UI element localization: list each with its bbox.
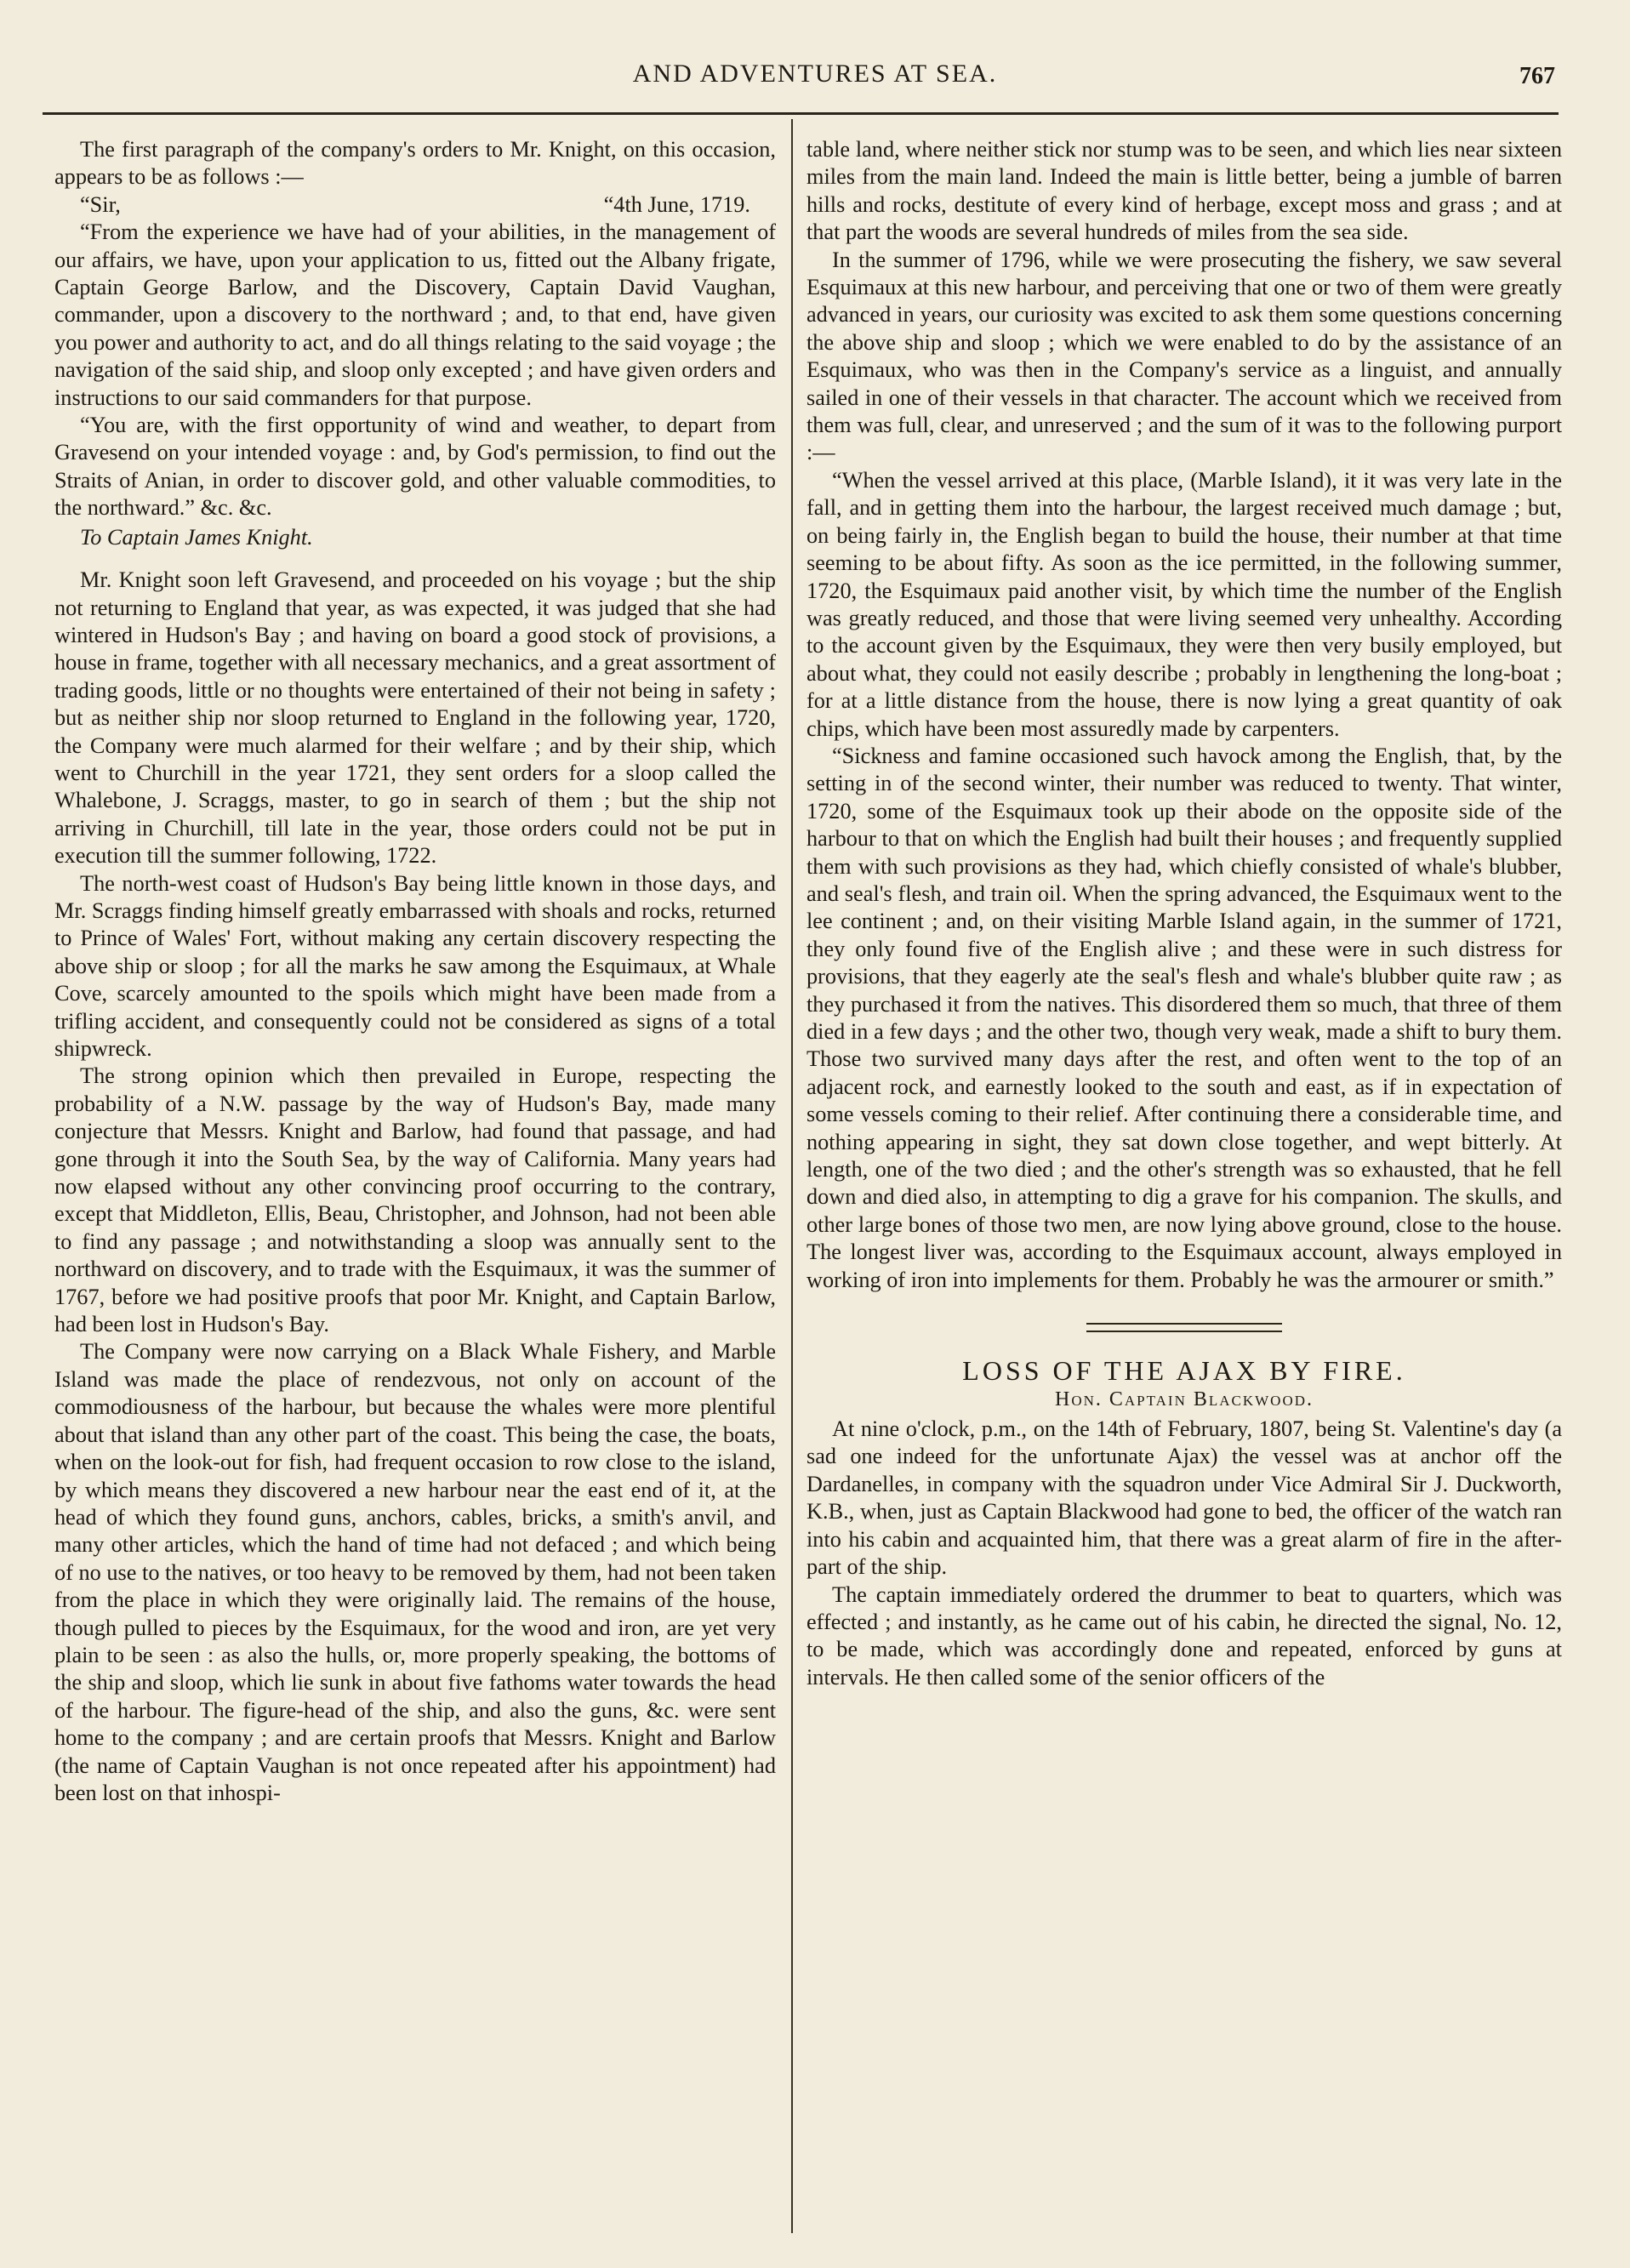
paragraph: In the summer of 1796, while we were prosecuting the fishery, we saw several Esquimaux at this new harbour, and perceiving that one or two of them were greatly advanced in years, our curiosity was excited to ask them some questions concerning the above ship and sloop ; which we were enabled to do by the assistance of an Esquimaux, who was then in the Company's service as a linguist, and annually sailed in one of their vessels in that character. The account which we received from them was full, clear, and unreserved ; and the sum of it was to the following purport :— (806, 247, 1562, 465)
section-subtitle: Hon. Captain Blackwood. (1054, 1388, 1314, 1411)
paragraph: The first paragraph of the company's orders to Mr. Knight, on this occasion, appears to be as follows :— (54, 137, 776, 190)
running-title: AND ADVENTURES AT SEA. (632, 60, 998, 88)
letter-salutation: “Sir, (80, 191, 121, 217)
letter-date: “4th June, 1719. (603, 191, 750, 217)
paragraph: The strong opinion which then prevailed in Europe, respecting the probability of a N.W. passage by the way of Hudson's Bay, made many conjecture that Messrs. Knight and Barlow, had found that passage, and had gone through it into the South Sea, by the way of California. Many years had now elapsed without any other convincing proof occurring to the contrary, except that Middleton, Ellis, Beau, Christopher, and Johnson, had not been able to find any passage ; and notwithstanding a sloop was annually sent to the northward on discovery, and to trade with the Esquimaux, it was the summer of 1767, before we had positive proofs that poor Mr. Knight, and Captain Barlow, had been lost in Hudson's Bay. (54, 1063, 776, 1337)
letter-signature: To Captain James Knight. (80, 524, 313, 550)
column-divider (791, 119, 793, 2233)
section-title: LOSS OF THE AJAX BY FIRE. (962, 1355, 1406, 1387)
paragraph: Mr. Knight soon left Gravesend, and proceeded on his voyage ; but the ship not returning to England that year, as was expected, it was judged that she had wintered in Hudson's Bay ; and having on board a good stock of provisions, a house in frame, together with all necessary mechanics, and a great assortment of trading goods, little or no thoughts were entertained of their not being in safety ; but as neither ship nor sloop returned to England in the following year, 1720, the Company were much alarmed for their welfare ; and by their ship, which went to Churchill in the year 1721, they sent orders for a sloop called the Whalebone, J. Scraggs, master, to go in search of them ; but the ship not arriving in Churchill, till late in the year, those orders could not be put in execution till the summer following, 1722. (54, 567, 776, 869)
letter-paragraph: “You are, with the first opportunity of wind and weather, to depart from Gravesend on your intended voyage : and, by God's permission, to find out the Straits of Anian, in order to discover gold, and other valuable commodities, to the northward.” &c. &c. (54, 413, 776, 521)
letter-heading (54, 191, 776, 219)
left-column (54, 136, 776, 1807)
spacer (54, 551, 776, 567)
section-divider (1086, 1323, 1282, 1332)
paragraph: The captain immediately ordered the drummer to beat to quarters, which was effected ; and instantly, as he came out of his cabin, he directed the signal, No. 12, to be made, which was accordingly done and repeated, enforced by guns at intervals. He then called some of the senior officers of the (806, 1581, 1562, 1690)
paragraph: At nine o'clock, p.m., on the 14th of February, 1807, being St. Valentine's day (a sad one indeed for the unfortunate Ajax) the vessel was at anchor off the Dardanelles, in company with the squadron under Vice Admiral Sir J. Duckworth, K.B., when, just as Captain Blackwood had gone to bed, the officer of the watch ran into his cabin and acquainted him, that there was a great alarm of fire in the after-part of the ship. (806, 1416, 1562, 1580)
paragraph: “When the vessel arrived at this place, (Marble Island), it it was very late in the fall, and in getting them into the harbour, the largest received much damage ; but, on being fairly in, the English began to build the house, their number at that time seeming to be about fifty. As soon as the ice permitted, in the following summer, 1720, the Esquimaux paid another visit, by which time the number of the English was greatly reduced, and those that were living seemed very unhealthy. According to the account given by the Esquimaux, they were then very busily employed, but about what, they could not easily describe ; probably in lengthening the long-boat ; for at a little distance from the house, there is now lying a great quantity of oak chips, which have been most assuredly made by carpenters. (806, 467, 1562, 741)
header-rule (43, 112, 1559, 115)
paragraph: The Company were now carrying on a Black Whale Fishery, and Marble Island was made the place of rendezvous, not only on account of the commodiousness of the harbour, but because the whales were more plentiful about that island than any other part of the coast. This being the case, the boats, when on the look-out for fish, had frequent occasion to row close to the island, by which means they discovered a new harbour near the east end of it, at the head of which they found guns, anchors, cables, bricks, a smith's anvil, and many other articles, which the hand of time had not defaced ; and which being of no use to the natives, or too heavy to be removed by them, had not been taken from the place in which they were originally laid. The remains of the house, though pulled to pieces by the Esquimaux, for the wood and iron, are yet very plain to be seen : as also the hulls, or, more properly speaking, the bottoms of the ship and sloop, which lie sunk in about five fathoms water towards the head of the harbour. The figure-head of the ship, and also the guns, &c. were sent home to the company ; and are certain proofs that Messrs. Knight and Barlow (the name of Captain Vaughan is not once repeated after his appointment) had been lost on that inhospi- (54, 1339, 776, 1805)
page-number: 767 (1519, 63, 1555, 89)
letter-paragraph: “From the experience we have had of your abilities, in the management of our affairs, we have, upon your application to us, fitted out the Albany frigate, Captain George Barlow, and the Discovery, Captain David Vaughan, commander, upon a discovery to the northward ; and, to that end, have given you power and authority to act, and do all things relating to the said voyage ; the navigation of the said ship, and sloop only excepted ; and have given orders and instructions to our said commanders for that purpose. (54, 219, 776, 410)
paragraph: “Sickness and famine occasioned such havock among the English, that, by the setting in of the second winter, their number was reduced to twenty. That winter, 1720, some of the Esquimaux took up their abode on the opposite side of the harbour to that on which the English had built their houses ; and frequently supplied them with such provisions as they had, which chiefly consisted of whale's blubber, and seal's flesh, and train oil. When the spring advanced, the Esquimaux went to the lee continent ; and, on their visiting Marble Island again, in the summer of 1721, they only found five of the English alive ; and these were in such distress for provisions, that they eagerly ate the seal's flesh and whale's blubber quite raw ; as they purchased it from the natives. This disordered them so much, that three of them died in a few days ; and the other two, though very weak, made a shift to bury them. Those two survived many days after the rest, and often went to the top of an adjacent rock, and earnestly looked to the south and east, as if in expectation of some vessels coming to their relief. After continuing there a considerable time, and nothing appearing in sight, they sat down close together, and wept bitterly. At length, one of the two died ; and the other's strength was so exhausted, that he fell down and died also, in attempting to dig a grave for his companion. The skulls, and other large bones of those two men, are now lying above ground, close to the house. The longest liver was, according to the Esquimaux account, always employed in working of iron into implements for them. Probably he was the armourer or smith.” (806, 743, 1562, 1292)
right-column (806, 136, 1562, 1691)
paragraph: table land, where neither stick nor stump was to be seen, and which lies near sixteen miles from the main land. Indeed the main is little better, being a jumble of barren hills and rocks, destitute of every kind of herbage, except moss and grass ; and at that part the woods are several hundreds of miles from the sea side. (806, 137, 1562, 245)
paragraph: The north-west coast of Hudson's Bay being little known in those days, and Mr. Scraggs finding himself greatly embarrassed with shoals and rocks, returned to Prince of Wales' Fort, without making any certain discovery respecting the above ship or sloop ; for all the marks he saw among the Esquimaux, at Whale Cove, scarcely amounted to the spoils which might have been made from a trifling accident, and consequently could not be considered as signs of a total shipwreck. (54, 870, 776, 1061)
